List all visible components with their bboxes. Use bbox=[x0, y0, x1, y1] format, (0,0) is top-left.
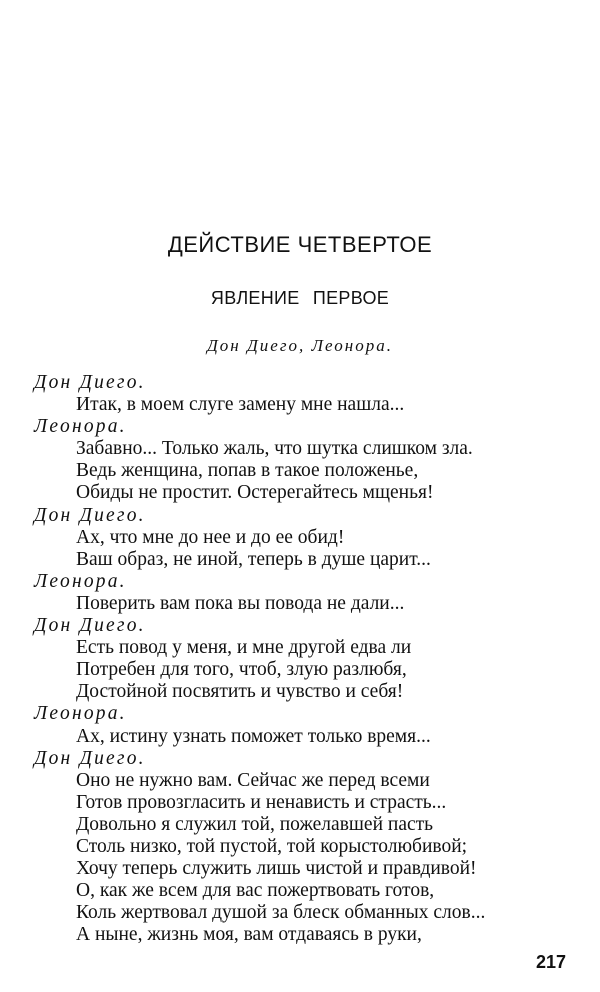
page-number: 217 bbox=[535, 952, 566, 972]
act-title: ДЕЙСТВИЕ ЧЕТВЕРТОЕ bbox=[167, 232, 433, 257]
verse-line: Хочу теперь служить лишь чистой и правдивой! bbox=[76, 858, 477, 880]
verse-line: Ах, истину узнать поможет только время... bbox=[76, 725, 431, 747]
verse-line: О, как же всем для вас пожертвовать готов, bbox=[76, 880, 435, 902]
verse-line: Довольно я служил той, пожелавшей пасть bbox=[76, 813, 434, 835]
scene-title: ЯВЛЕНИЕ ПЕРВОЕ bbox=[210, 288, 390, 308]
verse-line: Оно не нужно вам. Сейчас же перед всеми bbox=[76, 769, 430, 791]
speaker-name: Леонора. bbox=[34, 703, 127, 725]
verse-line: Ах, что мне до нее и до ее обид! bbox=[76, 526, 345, 548]
verse-line: Забавно... Только жаль, что шутка слишком зла. bbox=[76, 438, 473, 460]
verse-line: Обиды не простит. Остерегайтесь мщенья! bbox=[76, 482, 434, 504]
speaker-name: Дон Диего. bbox=[34, 504, 146, 526]
verse-line: А ныне, жизнь моя, вам отдаваясь в руки, bbox=[76, 924, 422, 946]
verse-line: Ведь женщина, попав в такое положенье, bbox=[76, 460, 419, 482]
verse-line: Коль жертвовал душой за блеск обманных слов... bbox=[76, 902, 486, 924]
verse-line: Есть повод у меня, и мне другой едва ли bbox=[76, 637, 412, 659]
speaker-name: Леонора. bbox=[34, 416, 127, 438]
verse-line: Потребен для того, чтоб, злую разлюбя, bbox=[76, 659, 407, 681]
verse-line: Ваш образ, не иной, теперь в душе царит... bbox=[76, 548, 431, 570]
speaker-name: Дон Диего. bbox=[34, 747, 146, 769]
verse-line: Столь низко, той пустой, той корыстолюбивой; bbox=[76, 835, 468, 857]
verse-line: Готов провозгласить и ненависть и страсть... bbox=[76, 791, 447, 813]
verse-line: Итак, в моем слуге замену мне нашла... bbox=[76, 394, 405, 416]
play-text bbox=[34, 372, 574, 946]
verse-line: Поверить вам пока вы повода не дали... bbox=[76, 592, 405, 614]
speaker-name: Дон Диего. bbox=[34, 615, 146, 637]
stage-direction: Дон Диего, Леонора. bbox=[206, 336, 393, 355]
speaker-name: Леонора. bbox=[34, 570, 127, 592]
verse-line: Достойной посвятить и чувство и себя! bbox=[76, 681, 404, 703]
speaker-name: Дон Диего. bbox=[34, 372, 146, 393]
